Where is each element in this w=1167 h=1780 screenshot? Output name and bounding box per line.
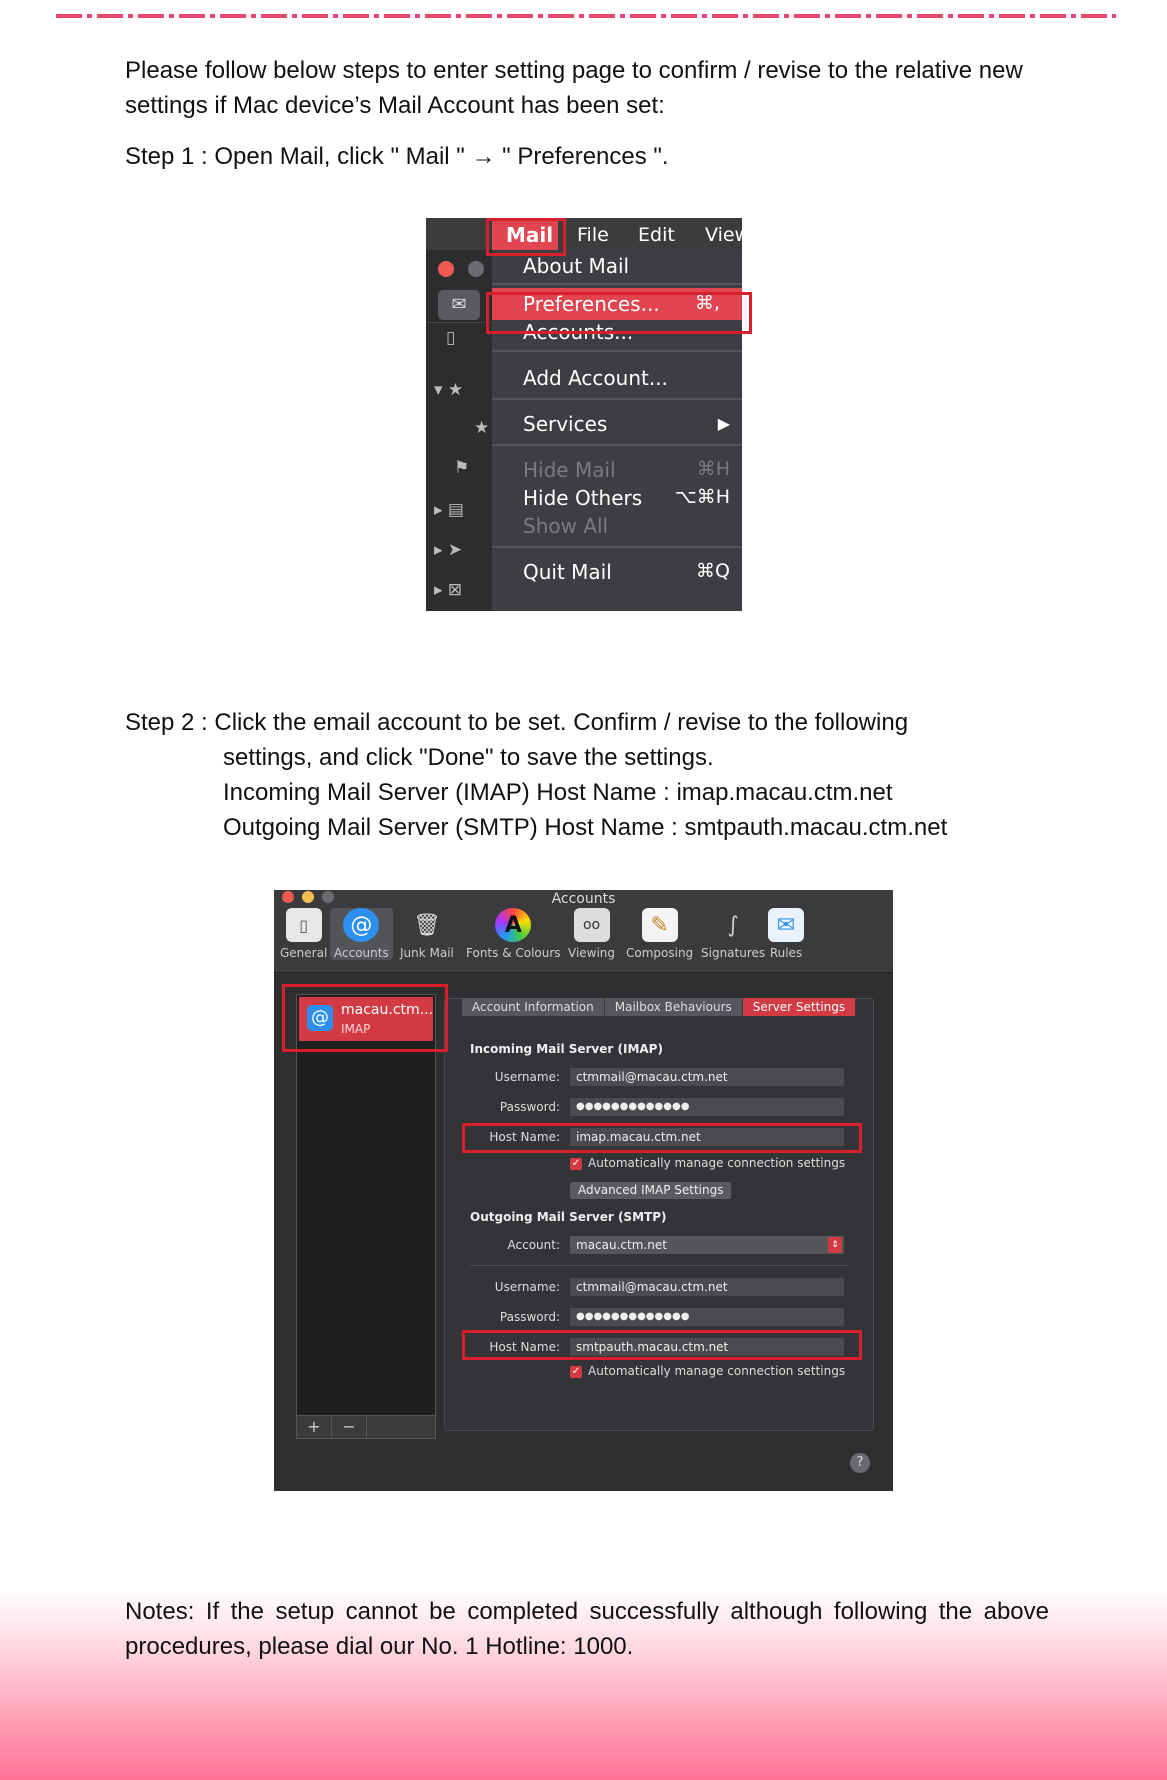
- incoming-host-field[interactable]: imap.macau.ctm.net: [570, 1128, 844, 1146]
- settings-tabs: [462, 998, 856, 1016]
- step2-line2: settings, and click "Done" to save the settings.: [223, 744, 714, 771]
- incoming-auto-manage-checkbox[interactable]: ✓: [571, 1158, 581, 1169]
- menu-item-services[interactable]: Services: [523, 412, 608, 436]
- add-account-button[interactable]: +: [297, 1416, 332, 1438]
- toolbar-accounts[interactable]: @ Accounts: [330, 908, 393, 960]
- account-type: IMAP: [341, 1022, 371, 1036]
- advanced-imap-settings-button[interactable]: Advanced IMAP Settings: [570, 1182, 731, 1199]
- help-button[interactable]: ?: [850, 1453, 870, 1473]
- window-title: Accounts: [551, 891, 616, 907]
- incoming-username-field[interactable]: ctmmail@macau.ctm.net: [570, 1068, 844, 1086]
- outgoing-host-field[interactable]: smtpauth.macau.ctm.net: [570, 1338, 844, 1356]
- outgoing-auto-manage-checkbox[interactable]: ✓: [571, 1366, 581, 1377]
- toolbar-composing[interactable]: ✎ Composing: [626, 908, 693, 960]
- star-icon[interactable]: ▾ ★: [434, 380, 464, 400]
- incoming-host-callout-box: [462, 1123, 862, 1153]
- account-list: [296, 994, 436, 1429]
- step2-line1: Step 2 : Click the email account to be set. Confirm / revise to the following: [125, 709, 909, 736]
- tab-server-settings[interactable]: Server Settings: [743, 998, 856, 1016]
- menu-item-about[interactable]: About Mail: [523, 254, 630, 278]
- flag-icon[interactable]: ⚑: [454, 458, 470, 478]
- toolbar-general[interactable]: ▯ General: [280, 908, 327, 960]
- outgoing-username-field[interactable]: ctmmail@macau.ctm.net: [570, 1278, 844, 1296]
- menu-item-hide-mail: Hide Mail: [523, 458, 616, 482]
- account-callout-box: [282, 984, 448, 1052]
- sidebar-toggle-icon[interactable]: ▯: [446, 328, 456, 348]
- pencil-icon: ✎: [642, 908, 678, 942]
- menu-view[interactable]: View: [705, 224, 751, 246]
- preferences-toolbar: [274, 890, 893, 973]
- color-wheel-icon: A: [495, 908, 531, 942]
- tab-account-information[interactable]: Account Information: [462, 998, 605, 1016]
- select-arrows-icon: ⇕: [828, 1237, 842, 1253]
- menu-item-show-all: Show All: [523, 514, 609, 538]
- list-controls: [296, 1415, 436, 1439]
- account-name: macau.ctm...: [341, 1002, 433, 1018]
- step2-line3: Incoming Mail Server (IMAP) Host Name : imap.macau.ctm.net: [223, 779, 893, 806]
- step2-line4: Outgoing Mail Server (SMTP) Host Name : smtpauth.macau.ctm.net: [223, 814, 948, 841]
- submenu-arrow-icon: ▶: [717, 414, 730, 433]
- mail-sidebar-partial: [426, 250, 492, 611]
- trash-icon: 🗑: [412, 912, 441, 938]
- menu-file[interactable]: File: [577, 224, 609, 246]
- outgoing-host-callout-box: [462, 1330, 862, 1360]
- outgoing-section-title: Outgoing Mail Server (SMTP): [470, 1210, 667, 1224]
- outgoing-auto-manage-label: Automatically manage connection settings: [588, 1364, 846, 1378]
- outgoing-username-label: Username:: [494, 1280, 560, 1294]
- at-sign-icon: @: [343, 908, 379, 942]
- menu-mail[interactable]: Mail: [506, 223, 554, 247]
- mail-menu-screenshot: [426, 218, 751, 611]
- step1-text: Step 1 : Open Mail, click " Mail " → " Preferences ".: [125, 143, 669, 170]
- minimize-dot-icon[interactable]: [468, 261, 484, 277]
- incoming-username-label: Username:: [494, 1070, 560, 1084]
- preferences-callout-box: [486, 292, 742, 334]
- junk-icon[interactable]: ▸ ⊠: [434, 580, 463, 600]
- menu-item-quit[interactable]: Quit Mail: [523, 560, 612, 584]
- outgoing-account-select[interactable]: macau.ctm.net ⇕: [570, 1236, 844, 1254]
- incoming-password-field[interactable]: ●●●●●●●●●●●●●: [570, 1098, 844, 1116]
- toolbar-junk-mail[interactable]: 🗑 Junk Mail: [400, 908, 454, 960]
- accounts-window-screenshot: [274, 890, 893, 1491]
- incoming-auto-manage-label: Automatically manage connection settings: [588, 1156, 846, 1170]
- signature-icon: ∫: [727, 912, 739, 938]
- menu-item-preferences[interactable]: Preferences...: [523, 292, 660, 316]
- at-sign-icon: @: [307, 1005, 333, 1031]
- toolbar-rules[interactable]: ✉ Rules: [768, 908, 804, 960]
- tab-mailbox-behaviours[interactable]: Mailbox Behaviours: [605, 998, 743, 1016]
- incoming-section-title: Incoming Mail Server (IMAP): [470, 1042, 663, 1056]
- quit-shortcut: ⌘Q: [696, 560, 730, 582]
- intro-text: Please follow below steps to enter setting page to confirm / revise to the relative new settings if Mac device’s Mail Account has been set:: [125, 57, 1023, 119]
- hide-others-shortcut: ⌥⌘H: [674, 486, 730, 508]
- preferences-shortcut: ⌘,: [694, 292, 720, 314]
- sent-icon[interactable]: ▸ ➤: [434, 540, 463, 560]
- top-dashed-divider: [56, 14, 1116, 18]
- toolbar-signatures[interactable]: ∫ Signatures: [701, 908, 765, 960]
- hide-mail-shortcut: ⌘H: [696, 458, 730, 480]
- drafts-icon[interactable]: ▸ ▤: [434, 500, 464, 520]
- envelope-icon[interactable]: ✉: [438, 290, 480, 320]
- rules-envelope-icon: ✉: [768, 908, 804, 942]
- notes-text: Notes: If the setup cannot be completed successfully although following the above procedures, please dial our No. 1 Hotline: 1000.: [125, 1598, 1049, 1660]
- menu-bar: [426, 218, 751, 250]
- close-dot-icon[interactable]: [438, 261, 454, 277]
- mail-callout-box: [486, 218, 566, 256]
- menu-item-hide-others[interactable]: Hide Others: [523, 486, 643, 510]
- incoming-password-label: Password:: [499, 1100, 560, 1114]
- menu-item-add-account[interactable]: Add Account...: [523, 366, 668, 390]
- toolbar-fonts-colours[interactable]: A Fonts & Colours: [466, 908, 561, 960]
- outgoing-account-label: Account:: [507, 1238, 560, 1252]
- switch-icon: ▯: [286, 908, 322, 942]
- glasses-icon: oo: [574, 908, 610, 942]
- outgoing-host-label: Host Name:: [489, 1340, 560, 1354]
- outgoing-password-field[interactable]: ●●●●●●●●●●●●●: [570, 1308, 844, 1326]
- toolbar-viewing[interactable]: oo Viewing: [568, 908, 615, 960]
- remove-account-button[interactable]: −: [332, 1416, 367, 1438]
- preferences-callout-box-end: [740, 292, 752, 334]
- incoming-host-label: Host Name:: [489, 1130, 560, 1144]
- outgoing-password-label: Password:: [499, 1310, 560, 1324]
- menu-item-accounts[interactable]: Accounts...: [523, 320, 634, 344]
- vip-star-icon: ★: [474, 418, 490, 438]
- menu-edit[interactable]: Edit: [638, 224, 675, 246]
